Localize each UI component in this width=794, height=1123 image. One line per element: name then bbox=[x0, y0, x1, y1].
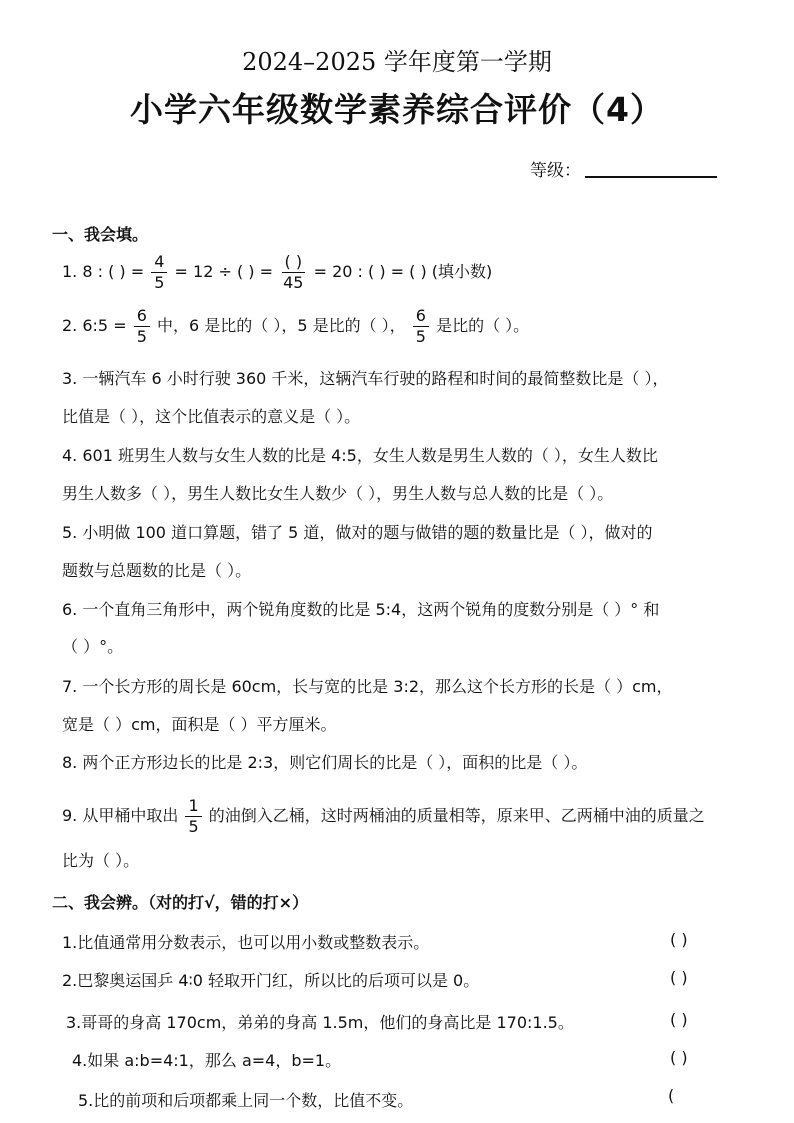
question-7-line-2: 宽是（ ）cm，面积是（ ）平方厘米。 bbox=[62, 715, 337, 734]
judge-item-4: 4.如果 a:b=4:1，那么 a=4，b=1。 bbox=[72, 1051, 342, 1070]
q2-part-c: 是比的（ ）。 bbox=[436, 316, 530, 335]
section-heading-fill: 一、我会填。 bbox=[52, 225, 149, 244]
answer-paren-3[interactable]: ( ) bbox=[670, 1010, 688, 1029]
section-heading-judge: 二、我会辨。（对的打√，错的打×） bbox=[52, 893, 309, 912]
question-6-line-1: 6. 一个直角三角形中，两个锐角度数的比是 5:4，这两个锐角的度数分别是（ ）° 和 bbox=[62, 600, 660, 619]
q2-fraction-1: $\frac{6}{5}$ bbox=[134, 306, 150, 347]
q1-part-c: = 20 : ( ) = ( ) (填小数) bbox=[313, 262, 493, 281]
question-1 bbox=[62, 252, 492, 293]
grade-label: 等级： bbox=[530, 161, 581, 181]
answer-paren-4[interactable]: ( ) bbox=[670, 1048, 688, 1067]
question-6-line-2: （ ）°。 bbox=[62, 637, 124, 656]
q1-part-a: 1. 8 : ( ) = bbox=[62, 262, 145, 281]
question-7-line-1: 7. 一个长方形的周长是 60cm，长与宽的比是 3:2，那么这个长方形的长是（ ）cm， bbox=[62, 677, 673, 696]
q9-part-a: 9. 从甲桶中取出 bbox=[62, 806, 179, 825]
grade-blank[interactable] bbox=[585, 176, 717, 178]
page-title: 小学六年级数学素养综合评价（4） bbox=[130, 90, 664, 129]
q9-part-b: 的油倒入乙桶，这时两桶油的质量相等，原来甲、乙两桶中油的质量之 bbox=[208, 806, 705, 825]
q1-part-b: = 12 ÷ ( ) = bbox=[174, 262, 274, 281]
q1-fraction-2: $\frac{( )}{45}$ bbox=[283, 252, 304, 292]
q2-part-a: 2. 6:5 = bbox=[62, 316, 127, 335]
question-9-line-2: 比为（ ）。 bbox=[62, 851, 140, 870]
question-3-line-1: 3. 一辆汽车 6 小时行驶 360 千米，这辆汽车行驶的路程和时间的最简整数比是（ ）， bbox=[62, 369, 669, 388]
school-year: 2024–2025 学年度第一学期 bbox=[242, 48, 552, 76]
judge-item-2: 2.巴黎奥运国乒 4∶0 轻取开门红，所以比的后项可以是 0。 bbox=[62, 971, 480, 990]
question-5-line-2: 题数与总题数的比是（ ）。 bbox=[62, 561, 252, 580]
answer-paren-5[interactable]: ( bbox=[668, 1086, 675, 1105]
q2-fraction-2: $\frac{6}{5}$ bbox=[413, 306, 429, 347]
question-2 bbox=[62, 306, 529, 347]
question-4-line-1: 4. 601 班男生人数与女生人数的比是 4:5，女生人数是男生人数的（ ），女生人数比 bbox=[62, 446, 658, 465]
question-5-line-1: 5. 小明做 100 道口算题，错了 5 道，做对的题与做错的题的数量比是（ ），做对的 bbox=[62, 523, 653, 542]
q1-fraction-1: $\frac{4}{5}$ bbox=[151, 252, 167, 293]
q2-part-b: 中，6 是比的（ ），5 是比的（ ）， bbox=[156, 316, 406, 335]
question-8: 8. 两个正方形边长的比是 2:3，则它们周长的比是（ ），面积的比是（ ）。 bbox=[62, 753, 588, 772]
question-4-line-2: 男生人数多（ ），男生人数比女生人数少（ ），男生人数与总人数的比是（ ）。 bbox=[62, 484, 614, 503]
judge-item-1: 1.比值通常用分数表示，也可以用小数或整数表示。 bbox=[62, 933, 430, 952]
q9-fraction: $\frac{1}{5}$ bbox=[185, 796, 201, 837]
judge-item-5: 5.比的前项和后项都乘上同一个数，比值不变。 bbox=[78, 1091, 414, 1110]
question-3-line-2: 比值是（ ），这个比值表示的意义是（ ）。 bbox=[62, 407, 361, 426]
judge-item-3: 3.哥哥的身高 170cm，弟弟的身高 1.5m，他们的身高比是 170:1.5。 bbox=[66, 1013, 574, 1032]
answer-paren-2[interactable]: ( ) bbox=[670, 968, 688, 987]
question-9-line-1 bbox=[62, 796, 705, 837]
grade-field bbox=[530, 156, 717, 181]
answer-paren-1[interactable]: ( ) bbox=[670, 930, 688, 949]
